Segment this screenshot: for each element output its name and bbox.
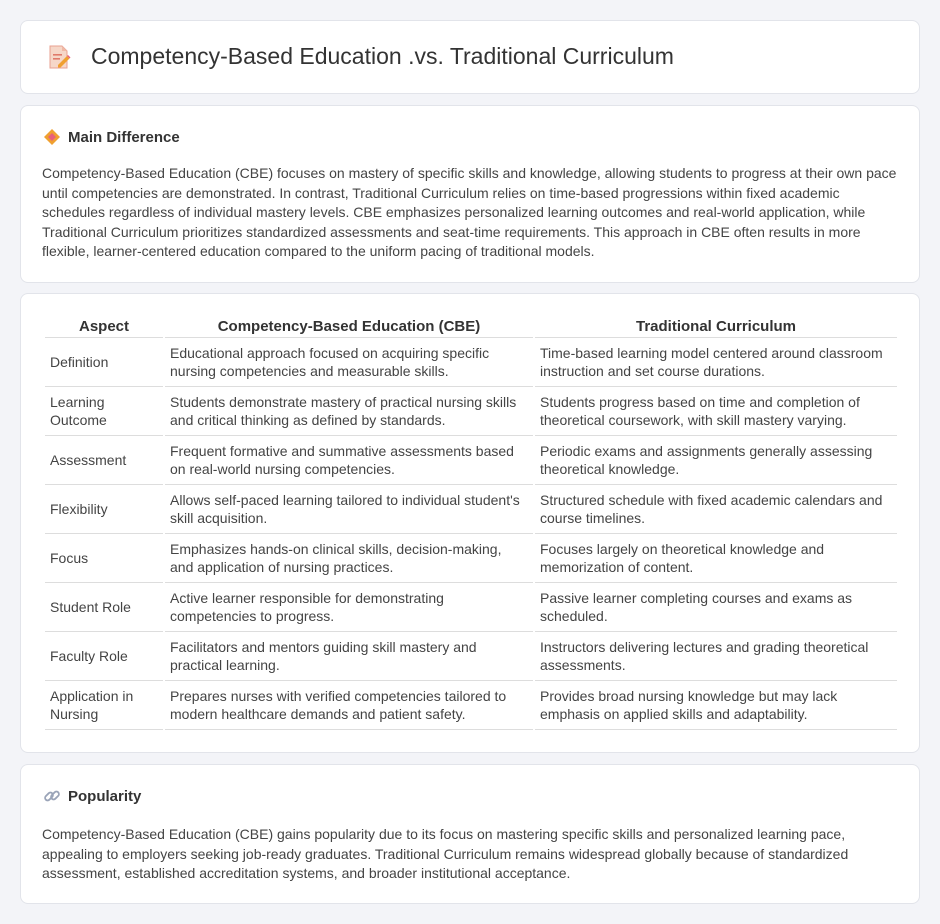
main-difference-text: Competency-Based Education (CBE) focuses on mastery of specific skills and knowledge, allowing students to progress at their own pace until competencies are demonstrated. In contrast, Traditional Curriculum relies on time-based progressions within fixed academic schedules regardless of individual mastery levels. CBE emphasizes personalized learning outcomes and real-world application, while Traditional Curriculum prioritizes standardized assessments and seat-time requirements. This approach in CBE often results in more flexible, learner-centered education compared to the uniform pacing of traditional models.: [42, 165, 897, 259]
row-aspect: Definition: [45, 338, 163, 387]
row-traditional: Periodic exams and assignments generally assessing theoretical knowledge.: [535, 436, 897, 485]
row-traditional: Students progress based on time and completion of theoretical coursework, with skill mastery varying.: [535, 387, 897, 436]
header-traditional: Traditional Curriculum: [535, 316, 897, 338]
table-row: [45, 681, 897, 730]
document-edit-icon: [47, 44, 71, 70]
comparison-card: [20, 293, 920, 753]
table-row: [45, 632, 897, 681]
row-traditional: Instructors delivering lectures and grading theoretical assessments.: [535, 632, 897, 681]
row-cbe: Educational approach focused on acquiring specific nursing competencies and measurable skills.: [165, 338, 533, 387]
popularity-title: Popularity: [68, 787, 142, 805]
table-row: [45, 436, 897, 485]
row-aspect: Application in Nursing: [45, 681, 163, 730]
diamond-icon: [43, 128, 61, 146]
row-cbe: Emphasizes hands-on clinical skills, decision-making, and application of nursing practices.: [165, 534, 533, 583]
page-title: Competency-Based Education .vs. Traditional Curriculum: [91, 43, 674, 69]
popularity-text: Competency-Based Education (CBE) gains popularity due to its focus on mastering specific skills and personalized learning pace, appealing to employers seeking job-ready graduates. Traditional Curriculum remains widespread globally because of standardized assessment, established accreditation systems, and broader institutional acceptance.: [42, 826, 849, 881]
row-cbe: Active learner responsible for demonstrating competencies to progress.: [165, 583, 533, 632]
row-traditional: Provides broad nursing knowledge but may lack emphasis on applied skills and adaptability.: [535, 681, 897, 730]
row-aspect: Assessment: [45, 436, 163, 485]
popularity-heading: [43, 787, 141, 805]
row-traditional: Structured schedule with fixed academic calendars and course timelines.: [535, 485, 897, 534]
popularity-card: [20, 764, 920, 904]
row-cbe: Students demonstrate mastery of practical nursing skills and critical thinking as defined by standards.: [165, 387, 533, 436]
header-aspect: Aspect: [45, 316, 163, 338]
row-aspect: Faculty Role: [45, 632, 163, 681]
row-aspect: Focus: [45, 534, 163, 583]
title-row: [47, 43, 674, 70]
header-cbe: Competency-Based Education (CBE): [165, 316, 533, 338]
header-card: [20, 20, 920, 94]
row-aspect: Student Role: [45, 583, 163, 632]
table-header-row: [45, 316, 897, 338]
row-cbe: Frequent formative and summative assessments based on real-world nursing competencies.: [165, 436, 533, 485]
row-aspect: Flexibility: [45, 485, 163, 534]
main-difference-card: [20, 105, 920, 283]
table-row: [45, 338, 897, 387]
row-cbe: Allows self-paced learning tailored to individual student's skill acquisition.: [165, 485, 533, 534]
row-cbe: Prepares nurses with verified competencies tailored to modern healthcare demands and patient safety.: [165, 681, 533, 730]
main-difference-title: Main Difference: [68, 128, 180, 146]
table-row: [45, 387, 897, 436]
main-difference-heading: [43, 128, 180, 146]
row-traditional: Time-based learning model centered around classroom instruction and set course durations.: [535, 338, 897, 387]
table-row: [45, 583, 897, 632]
row-cbe: Facilitators and mentors guiding skill mastery and practical learning.: [165, 632, 533, 681]
row-traditional: Focuses largely on theoretical knowledge and memorization of content.: [535, 534, 897, 583]
table-row: [45, 485, 897, 534]
table-row: [45, 534, 897, 583]
link-icon: [43, 787, 61, 805]
row-traditional: Passive learner completing courses and exams as scheduled.: [535, 583, 897, 632]
comparison-table: [43, 316, 899, 730]
row-aspect: Learning Outcome: [45, 387, 163, 436]
